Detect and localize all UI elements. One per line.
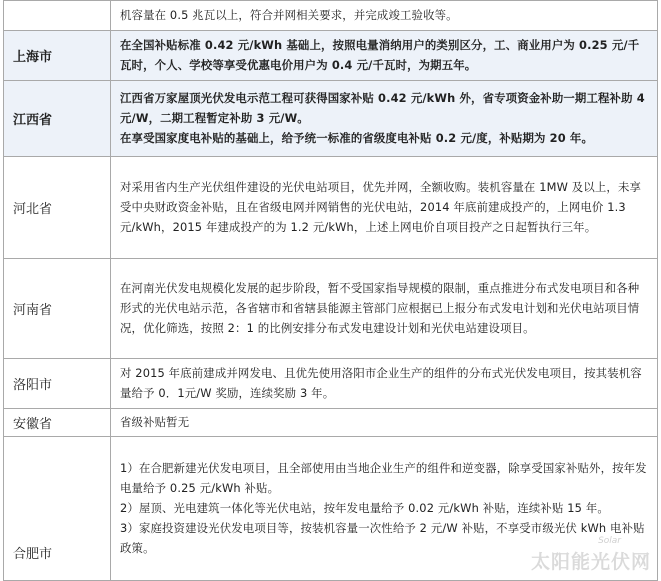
watermark-sub: Solar (598, 536, 621, 546)
table-row (4, 437, 658, 581)
policy-cell (111, 31, 658, 81)
policy-text: 江西省万家屋顶光伏发电示范工程可获得国家补贴 0.42 元/kWh 外，省专项资金补助一期工程补助 4 元/W，二期工程暂定补助 3 元/W。 (120, 91, 645, 125)
region-cell (4, 1, 111, 31)
policy-text: 省级补贴暂无 (120, 415, 190, 429)
table-row (4, 157, 658, 259)
policy-text: 对 2015 年底前建成并网发电、且优先使用洛阳市企业生产的组件的分布式光伏发电项目，按其装机容量给予 0．1元/W 奖励，连续奖励 3 年。 (120, 366, 642, 400)
region-cell: 安徽省 (4, 409, 111, 437)
table-row (4, 259, 658, 359)
subsidy-table (3, 0, 658, 581)
region-cell: 上海市 (4, 31, 111, 81)
policy-text: 在享受国家度电补贴的基础上，给予统一标准的省级度电补贴 0.2 元/度，补贴期为 20 年。 (120, 131, 594, 145)
policy-text: 1）在合肥新建光伏发电项目，且全部使用由当地企业生产的组件和逆变器，除享受国家补贴外，按年发电量给予 0.25 元/kWh 补贴。 (120, 461, 647, 495)
policy-cell (111, 1, 658, 31)
region-cell: 江西省 (4, 81, 111, 157)
policy-text: 在河南光伏发电规模化发展的起步阶段，暂不受国家指导规模的限制，重点推进分布式发电项目和各种形式的光伏电站示范，各省辖市和省辖县能源主管部门应根据已上报分布式发电计划和光伏电站项目情况，优化筛选，按照 2：1 的比例安排分布式发电建设计划和光伏电站建设项目。 (120, 281, 640, 335)
region-cell: 合肥市 (4, 437, 111, 581)
policy-cell (111, 259, 658, 359)
region-cell: 河北省 (4, 157, 111, 259)
region-cell: 河南省 (4, 259, 111, 359)
table-row (4, 31, 658, 81)
policy-text: 3）家庭投资建设光伏发电项目等，按装机容量一次性给予 2 元/W 补贴，不享受市级光伏 kWh 电补贴政策。 (120, 521, 645, 555)
policy-cell (111, 437, 658, 581)
policy-text: 在全国补贴标准 0.42 元/kWh 基础上，按照电量消纳用户的类别区分，工、商业用户为 0.25 元/千瓦时，个人、学校等享受优惠电价用户为 0.4 元/千瓦时，为期五年。 (120, 38, 640, 72)
table-row (4, 409, 658, 437)
policy-cell (111, 81, 658, 157)
policy-text: 机容量在 0.5 兆瓦以上，符合并网相关要求，并完成竣工验收等。 (120, 8, 458, 22)
table-row (4, 359, 658, 409)
table-row (4, 1, 658, 31)
policy-cell (111, 409, 658, 437)
policy-cell (111, 157, 658, 259)
policy-text: 2）屋顶、光电建筑一体化等光伏电站，按年发电量给予 0.02 元/kWh 补贴，连续补贴 15 年。 (120, 501, 609, 515)
table-row (4, 81, 658, 157)
policy-text: 对采用省内生产光伏组件建设的光伏电站项目，优先并网，全额收购。装机容量在 1MW 及以上，未享受中央财政资金补贴，且在省级电网并网销售的光伏电站，2014 年底前建成投产的，上网电价 1.3 元/kWh，2015 年建成投产的为 1.2 元/kWh，上述上网电价自项目投产之日起暂执行三年。 (120, 180, 642, 234)
policy-cell (111, 359, 658, 409)
watermark-text: 太阳能光伏网 (530, 551, 651, 573)
region-cell: 洛阳市 (4, 359, 111, 409)
